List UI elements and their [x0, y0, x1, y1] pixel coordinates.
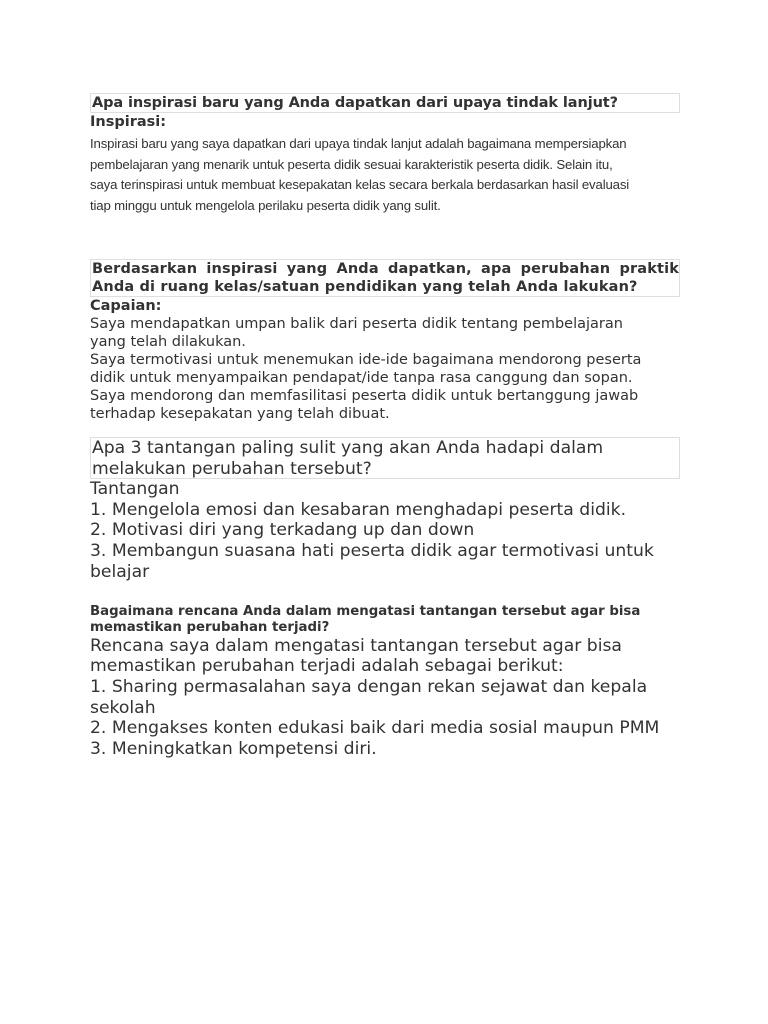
question-rencana	[90, 604, 680, 636]
answer-line: 1. Sharing permasalahan saya dengan rekan sejawat dan kepala	[90, 676, 648, 697]
question-line: Apa 3 tantangan paling sulit yang akan Anda hadapi dalam	[92, 438, 604, 458]
answer-line: 1. Mengelola emosi dan kesabaran menghadapi peserta didik.	[90, 499, 627, 520]
answer-line: Rencana saya dalam mengatasi tantangan tersebut agar bisa	[90, 635, 622, 656]
answer-line: 3. Membangun suasana hati peserta didik agar termotivasi untuk	[90, 541, 654, 562]
answer-line: Saya mendapatkan umpan balik dari peserta didik tentang pembelajaran	[90, 316, 623, 332]
answer-line: pembelajaran yang menarik untuk peserta didik sesuai karakteristik peserta didik. Selain itu,	[90, 156, 613, 172]
answer-line: belajar	[90, 561, 150, 582]
question-line: melakukan perubahan tersebut?	[92, 459, 372, 479]
question-tantangan	[90, 437, 680, 479]
answer-capaian	[90, 315, 680, 423]
answer-line: 3. Meningkatkan kompetensi diri.	[90, 739, 377, 760]
answer-line: Inspirasi baru yang saya dapatkan dari upaya tindak lanjut adalah bagaimana mempersiapkan	[90, 136, 627, 151]
question-line: Berdasarkan inspirasi yang Anda dapatkan, apa perubahan praktik	[92, 261, 679, 277]
question-line: memastikan perubahan terjadi?	[90, 619, 330, 635]
question-line: Anda di ruang kelas/satuan pendidikan yang telah Anda lakukan?	[92, 279, 638, 295]
answer-line: yang telah dilakukan.	[90, 334, 246, 350]
answer-inspirasi	[90, 134, 680, 216]
answer-line: Saya termotivasi untuk menemukan ide-ide bagaimana mendorong peserta	[90, 352, 642, 368]
question-capaian	[90, 259, 680, 297]
heading-tantangan: Tantangan	[90, 479, 180, 499]
question-inspirasi: Apa inspirasi baru yang Anda dapatkan dari upaya tindak lanjut?	[90, 93, 680, 113]
answer-line: 2. Motivasi diri yang terkadang up dan down	[90, 520, 475, 541]
answer-line: Saya mendorong dan memfasilitasi peserta didik untuk bertanggung jawab	[90, 388, 639, 404]
answer-rencana	[90, 636, 680, 760]
heading-inspirasi: Inspirasi:	[90, 114, 167, 130]
answer-line: didik untuk menyampaikan pendapat/ide tanpa rasa canggung dan sopan.	[90, 370, 633, 386]
answer-line: memastikan perubahan terjadi adalah sebagai berikut:	[90, 656, 564, 677]
answer-line: sekolah	[90, 697, 156, 718]
heading-capaian: Capaian:	[90, 298, 162, 314]
answer-line: tiap minggu untuk mengelola perilaku peserta didik yang sulit.	[90, 197, 441, 213]
question-line: Bagaimana rencana Anda dalam mengatasi tantangan tersebut agar bisa	[90, 603, 641, 619]
answer-line: terhadap kesepakatan yang telah dibuat.	[90, 406, 390, 422]
document-page	[90, 93, 680, 760]
answer-line: saya terinspirasi untuk membuat kesepakatan kelas secara berkala berdasarkan hasil evaluasi	[90, 177, 630, 192]
answer-line: 2. Mengakses konten edukasi baik dari media sosial maupun PMM	[90, 718, 660, 739]
answer-tantangan	[90, 479, 680, 583]
